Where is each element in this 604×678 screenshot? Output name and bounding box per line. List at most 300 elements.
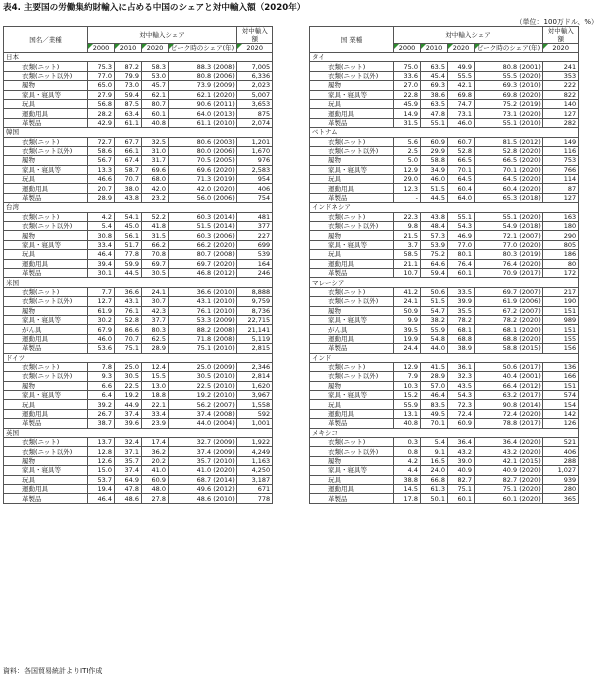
peak-share-value: 71.8 [196, 334, 212, 343]
peak-share-cell [169, 297, 237, 306]
share-2020: 20.2 [142, 456, 169, 465]
peak-share-cell [475, 175, 543, 184]
share-2020: 66.2 [142, 240, 169, 249]
peak-share-cell [475, 193, 543, 202]
peak-year: (2006) [213, 71, 235, 80]
share-2020: 49.9 [448, 62, 475, 71]
share-2020: 36.1 [448, 362, 475, 371]
import-value-2020: 7,005 [237, 62, 273, 71]
import-value-2020: 406 [237, 184, 273, 193]
peak-share-value: 52.8 [502, 147, 518, 156]
industry-name: 運動用具 [4, 409, 88, 418]
share-2010: 48.4 [421, 222, 448, 231]
peak-share-value: 43.2 [502, 447, 518, 456]
share-2020: 76.4 [448, 259, 475, 268]
country-name: 日本 [4, 53, 273, 62]
peak-year: (2020) [519, 485, 541, 494]
peak-year: (2015) [519, 344, 541, 353]
peak-share-value: 43.1 [196, 297, 212, 306]
industry-name: 履物 [310, 381, 394, 390]
import-value-2020: 671 [237, 484, 273, 493]
share-2020: 60.9 [448, 419, 475, 428]
country-row [310, 203, 579, 212]
share-2000: 7.8 [88, 362, 115, 371]
peak-share-cell [475, 447, 543, 456]
share-2000: 20.7 [88, 184, 115, 193]
peak-year: (2017) [519, 269, 541, 278]
peak-share-value: 61.1 [196, 118, 212, 127]
peak-share-value: 48.6 [196, 494, 212, 503]
country-row [4, 203, 273, 212]
table-row [4, 381, 273, 390]
country-name: 英国 [4, 428, 273, 437]
share-2000: 12.9 [394, 362, 421, 371]
table-row [310, 475, 579, 484]
import-value-2020: 766 [543, 165, 579, 174]
share-2000: 30.1 [88, 268, 115, 277]
share-2020: 52.2 [142, 212, 169, 221]
share-2010: 51.5 [421, 297, 448, 306]
share-2000: 41.2 [394, 287, 421, 296]
share-2000: 4.4 [394, 466, 421, 475]
industry-name: 革製品 [310, 268, 394, 277]
import-value-2020: 288 [543, 456, 579, 465]
table-row [310, 391, 579, 400]
share-2010: 44.9 [115, 400, 142, 409]
import-value-2020: 1,163 [237, 456, 273, 465]
peak-year: (2017) [519, 419, 541, 428]
share-2020: 32.5 [142, 137, 169, 146]
table-row [310, 372, 579, 381]
share-2010: 61.3 [421, 484, 448, 493]
peak-share-cell [169, 231, 237, 240]
share-2000: 22.8 [394, 90, 421, 99]
peak-share-cell [169, 146, 237, 155]
peak-share-cell [169, 315, 237, 324]
import-value-2020: 1,558 [237, 400, 273, 409]
country-row [310, 428, 579, 437]
industry-name: 履物 [310, 456, 394, 465]
peak-share-value: 80.8 [502, 62, 518, 71]
peak-year: (2020) [519, 165, 541, 174]
share-2010: 55.9 [421, 325, 448, 334]
table-row [4, 438, 273, 447]
peak-year: (2010) [519, 118, 541, 127]
country-name: ドイツ [4, 353, 273, 362]
table-row [310, 109, 579, 118]
peak-share-cell [475, 184, 543, 193]
share-2020: 45.7 [142, 81, 169, 90]
share-2000: 12.9 [394, 165, 421, 174]
industry-name: 革製品 [310, 193, 394, 202]
industry-name: 衣類(ニット) [310, 62, 394, 71]
share-2010: 5.4 [421, 438, 448, 447]
share-2010: 45.0 [115, 222, 142, 231]
peak-year: (2008) [213, 410, 235, 419]
peak-year: (2020) [213, 165, 235, 174]
peak-share-cell [475, 156, 543, 165]
peak-share-cell [169, 306, 237, 315]
header-col-value-year: 2020 [543, 44, 579, 53]
peak-year: (2012) [519, 381, 541, 390]
peak-share-value: 60.1 [502, 494, 518, 503]
peak-share-value: 69.3 [502, 81, 518, 90]
table-row [4, 62, 273, 71]
share-2010: 70.7 [115, 334, 142, 343]
import-value-2020: 3,967 [237, 391, 273, 400]
peak-share-cell [475, 494, 543, 503]
peak-share-value: 35.7 [196, 456, 212, 465]
country-name: 台湾 [4, 203, 273, 212]
share-2010: 79.9 [115, 71, 142, 80]
industry-name: 履物 [4, 81, 88, 90]
share-2010: 57.3 [421, 231, 448, 240]
import-value-2020: 4,250 [237, 466, 273, 475]
peak-year: (2010) [519, 81, 541, 90]
peak-share-cell [475, 297, 543, 306]
industry-name: 衣類(ニット以外) [310, 71, 394, 80]
share-2010: 73.0 [115, 81, 142, 90]
import-value-2020: 142 [543, 409, 579, 418]
industry-name: 運動用具 [310, 334, 394, 343]
peak-share-value: 72.1 [502, 231, 518, 240]
peak-year: (2020) [519, 494, 541, 503]
share-2000: 12.7 [88, 297, 115, 306]
peak-share-value: 19.2 [196, 391, 212, 400]
table-row [310, 456, 579, 465]
country-name: マレーシア [310, 278, 579, 287]
peak-year: (2012) [213, 485, 235, 494]
import-value-2020: 2,583 [237, 165, 273, 174]
share-2000: 4.2 [88, 212, 115, 221]
share-2020: 30.5 [142, 268, 169, 277]
share-2010: 70.7 [115, 175, 142, 184]
industry-name: 衣類(ニット) [310, 438, 394, 447]
share-2020: 38.9 [448, 344, 475, 353]
share-2010: 50.1 [421, 494, 448, 503]
share-2000: 10.3 [394, 381, 421, 390]
peak-year: (2020) [519, 184, 541, 193]
industry-name: 衣類(ニット) [310, 212, 394, 221]
peak-share-value: 60.4 [502, 184, 518, 193]
share-2000: 75.3 [88, 62, 115, 71]
import-value-2020: 976 [237, 156, 273, 165]
peak-share-cell [475, 212, 543, 221]
import-value-2020: 126 [543, 419, 579, 428]
country-name: ベトナム [310, 128, 579, 137]
share-2010: 86.6 [115, 325, 142, 334]
peak-share-value: 78.8 [502, 419, 518, 428]
share-2000: 72.7 [88, 137, 115, 146]
peak-share-cell [169, 484, 237, 493]
import-value-2020: 172 [543, 268, 579, 277]
peak-year: (2007) [519, 231, 541, 240]
share-2020: 60.4 [448, 184, 475, 193]
share-2010: 59.9 [115, 259, 142, 268]
industry-name: 履物 [4, 306, 88, 315]
peak-share-cell [169, 334, 237, 343]
share-2020: 42.1 [448, 81, 475, 90]
table-row [310, 315, 579, 324]
header-col-2010: 2010 [115, 44, 142, 53]
peak-share-cell [475, 381, 543, 390]
import-value-2020: 1,201 [237, 137, 273, 146]
share-2010: 43.1 [115, 297, 142, 306]
peak-share-value: 82.7 [502, 475, 518, 484]
peak-share-value: 36.6 [196, 287, 212, 296]
import-value-2020: 2,814 [237, 372, 273, 381]
table-row [310, 165, 579, 174]
share-2010: 43.8 [421, 212, 448, 221]
table-row [4, 297, 273, 306]
share-2000: 28.2 [88, 109, 115, 118]
peak-share-value: 69.7 [502, 287, 518, 296]
industry-name: 玩具 [4, 250, 88, 259]
import-value-2020: 4,249 [237, 447, 273, 456]
table-row [4, 156, 273, 165]
table-row [4, 240, 273, 249]
share-2010: 66.1 [115, 146, 142, 155]
import-value-2020: 521 [543, 438, 579, 447]
import-value-2020: 1,670 [237, 146, 273, 155]
share-2000: 46.4 [88, 494, 115, 503]
table-row [4, 259, 273, 268]
share-2010: 64.6 [421, 259, 448, 268]
peak-share-value: 61.9 [502, 297, 518, 306]
share-2000: 58.5 [394, 250, 421, 259]
peak-share-cell [475, 391, 543, 400]
share-2010: 70.1 [421, 419, 448, 428]
share-2010: 38.6 [421, 90, 448, 99]
table-row [310, 287, 579, 296]
peak-share-value: 76.4 [502, 259, 518, 268]
table-row [4, 212, 273, 221]
share-2010: 37.4 [115, 409, 142, 418]
peak-share-value: 40.9 [502, 466, 518, 475]
industry-name: 衣類(ニット以外) [310, 372, 394, 381]
table-row [310, 62, 579, 71]
share-2020: 58.3 [142, 62, 169, 71]
share-2000: 19.4 [88, 484, 115, 493]
peak-share-cell [169, 381, 237, 390]
share-2000: 39.2 [88, 400, 115, 409]
share-2010: 39.6 [115, 419, 142, 428]
country-row [310, 53, 579, 62]
peak-share-cell [169, 494, 237, 503]
peak-share-cell [169, 250, 237, 259]
share-2020: 68.8 [448, 334, 475, 343]
table-row [4, 109, 273, 118]
share-2020: 18.8 [142, 391, 169, 400]
peak-share-value: 30.5 [196, 372, 212, 381]
share-2020: 80.3 [142, 325, 169, 334]
share-2020: 60.1 [142, 109, 169, 118]
share-2000: 56.8 [88, 99, 115, 108]
peak-year: (2020) [519, 475, 541, 484]
share-2000: 7.7 [88, 287, 115, 296]
industry-name: 衣類(ニット以外) [4, 447, 88, 456]
import-value-2020: 753 [543, 156, 579, 165]
share-2010: 53.9 [421, 240, 448, 249]
share-2020: 66.5 [448, 156, 475, 165]
peak-share-cell [169, 137, 237, 146]
peak-year: (2020) [213, 259, 235, 268]
peak-share-cell [475, 287, 543, 296]
peak-share-cell [169, 90, 237, 99]
share-2020: 33.4 [142, 409, 169, 418]
peak-year: (2020) [213, 90, 235, 99]
peak-year: (2006) [519, 297, 541, 306]
peak-share-cell [475, 222, 543, 231]
peak-year: (2007) [519, 306, 541, 315]
industry-name: 家具・寝具等 [310, 466, 394, 475]
share-2010: 46.0 [421, 175, 448, 184]
import-value-2020: 1,922 [237, 438, 273, 447]
peak-share-cell [169, 212, 237, 221]
peak-share-cell [475, 62, 543, 71]
industry-name: 衣類(ニット以外) [4, 146, 88, 155]
header-col-peak: ピーク時のシェア(年) [169, 44, 237, 53]
header-col-2020: 2020 [448, 44, 475, 53]
header-country-industry: 国名／業種 [4, 27, 88, 53]
peak-share-value: 62.1 [196, 90, 212, 99]
table-row [310, 231, 579, 240]
share-2000: 50.9 [394, 306, 421, 315]
peak-share-cell [475, 306, 543, 315]
share-2020: 43.5 [448, 381, 475, 390]
peak-year: (2011) [213, 100, 235, 109]
share-2000: 38.7 [88, 419, 115, 428]
peak-share-cell [475, 362, 543, 371]
country-name: インド [310, 353, 579, 362]
industry-name: 衣類(ニット) [4, 362, 88, 371]
share-2010: 75.1 [115, 344, 142, 353]
share-2020: 43.2 [448, 447, 475, 456]
share-2000: 13.3 [88, 165, 115, 174]
share-2000: 15.0 [88, 466, 115, 475]
import-value-2020: 164 [237, 259, 273, 268]
peak-year: (2010) [213, 344, 235, 353]
unit-note: （単位：100万ドル、%） [515, 18, 598, 26]
peak-share-cell [169, 362, 237, 371]
industry-name: 衣類(ニット以外) [310, 447, 394, 456]
industry-name: 運動用具 [310, 184, 394, 193]
peak-year: (2010) [213, 381, 235, 390]
peak-share-value: 56.2 [196, 400, 212, 409]
table-row [310, 484, 579, 493]
import-value-2020: 156 [543, 344, 579, 353]
peak-year: (2010) [213, 287, 235, 296]
share-2010: 54.1 [115, 212, 142, 221]
peak-share-cell [169, 466, 237, 475]
share-2020: 46.9 [448, 231, 475, 240]
country-name: 韓国 [4, 128, 273, 137]
import-value-2020: 805 [543, 240, 579, 249]
share-2000: 53.6 [88, 344, 115, 353]
share-2000: 7.9 [394, 372, 421, 381]
share-2020: 77.0 [448, 240, 475, 249]
peak-year: (2020) [519, 71, 541, 80]
share-2000: 12.6 [88, 456, 115, 465]
share-2000: 28.9 [88, 193, 115, 202]
industry-name: 衣類(ニット以外) [310, 297, 394, 306]
peak-share-value: 37.4 [196, 410, 212, 419]
peak-year: (2014) [213, 475, 235, 484]
table-row [310, 212, 579, 221]
industry-name: 家具・寝具等 [310, 165, 394, 174]
industry-name: 運動用具 [4, 334, 88, 343]
data-table-left [3, 26, 273, 504]
country-name: タイ [310, 53, 579, 62]
country-row [310, 353, 579, 362]
share-2000: 9.8 [394, 222, 421, 231]
peak-share-value: 73.9 [196, 81, 212, 90]
peak-year: (2007) [213, 400, 235, 409]
header-share-group: 対中輸入シェア [394, 27, 543, 44]
share-2020: 27.8 [142, 494, 169, 503]
table-row [310, 71, 579, 80]
table-row [310, 184, 579, 193]
table-row [310, 419, 579, 428]
industry-name: 運動用具 [4, 184, 88, 193]
import-value-2020: 163 [543, 212, 579, 221]
industry-name: 家具・寝具等 [310, 315, 394, 324]
share-2000: 39.5 [394, 325, 421, 334]
share-2000: 58.6 [88, 146, 115, 155]
peak-share-cell [169, 456, 237, 465]
table-row [310, 344, 579, 353]
share-2010: 41.5 [421, 362, 448, 371]
peak-share-cell [169, 99, 237, 108]
share-2020: 60.9 [142, 475, 169, 484]
share-2000: 3.7 [394, 240, 421, 249]
peak-share-cell [475, 71, 543, 80]
peak-share-value: 90.6 [196, 100, 212, 109]
share-2020: 36.2 [142, 447, 169, 456]
share-2000: 21.5 [394, 231, 421, 240]
table-row [310, 137, 579, 146]
table-row [4, 193, 273, 202]
country-row [4, 428, 273, 437]
share-2010: 64.9 [115, 475, 142, 484]
share-2010: 61.1 [115, 118, 142, 127]
industry-name: 衣類(ニット) [4, 212, 88, 221]
peak-year: (2020) [519, 147, 541, 156]
share-2000: 38.8 [394, 475, 421, 484]
peak-year: (2009) [213, 363, 235, 372]
peak-year: (2005) [213, 156, 235, 165]
peak-year: (2018) [519, 222, 541, 231]
industry-name: 玩具 [310, 99, 394, 108]
peak-year: (2003) [213, 137, 235, 146]
share-2010: 37.1 [115, 447, 142, 456]
share-2010: 28.9 [421, 372, 448, 381]
peak-share-value: 60.3 [196, 231, 212, 240]
import-value-2020: 186 [543, 250, 579, 259]
industry-name: 玩具 [4, 99, 88, 108]
header-col-2000: 2000 [394, 44, 421, 53]
table-row [310, 268, 579, 277]
peak-share-value: 63.2 [502, 391, 518, 400]
import-value-2020: 154 [543, 400, 579, 409]
import-value-2020: 954 [237, 175, 273, 184]
share-2020: 22.1 [142, 400, 169, 409]
peak-year: (2020) [519, 447, 541, 456]
industry-name: 衣類(ニット以外) [310, 222, 394, 231]
peak-share-cell [169, 259, 237, 268]
share-2010: 37.4 [115, 466, 142, 475]
table-row [310, 81, 579, 90]
